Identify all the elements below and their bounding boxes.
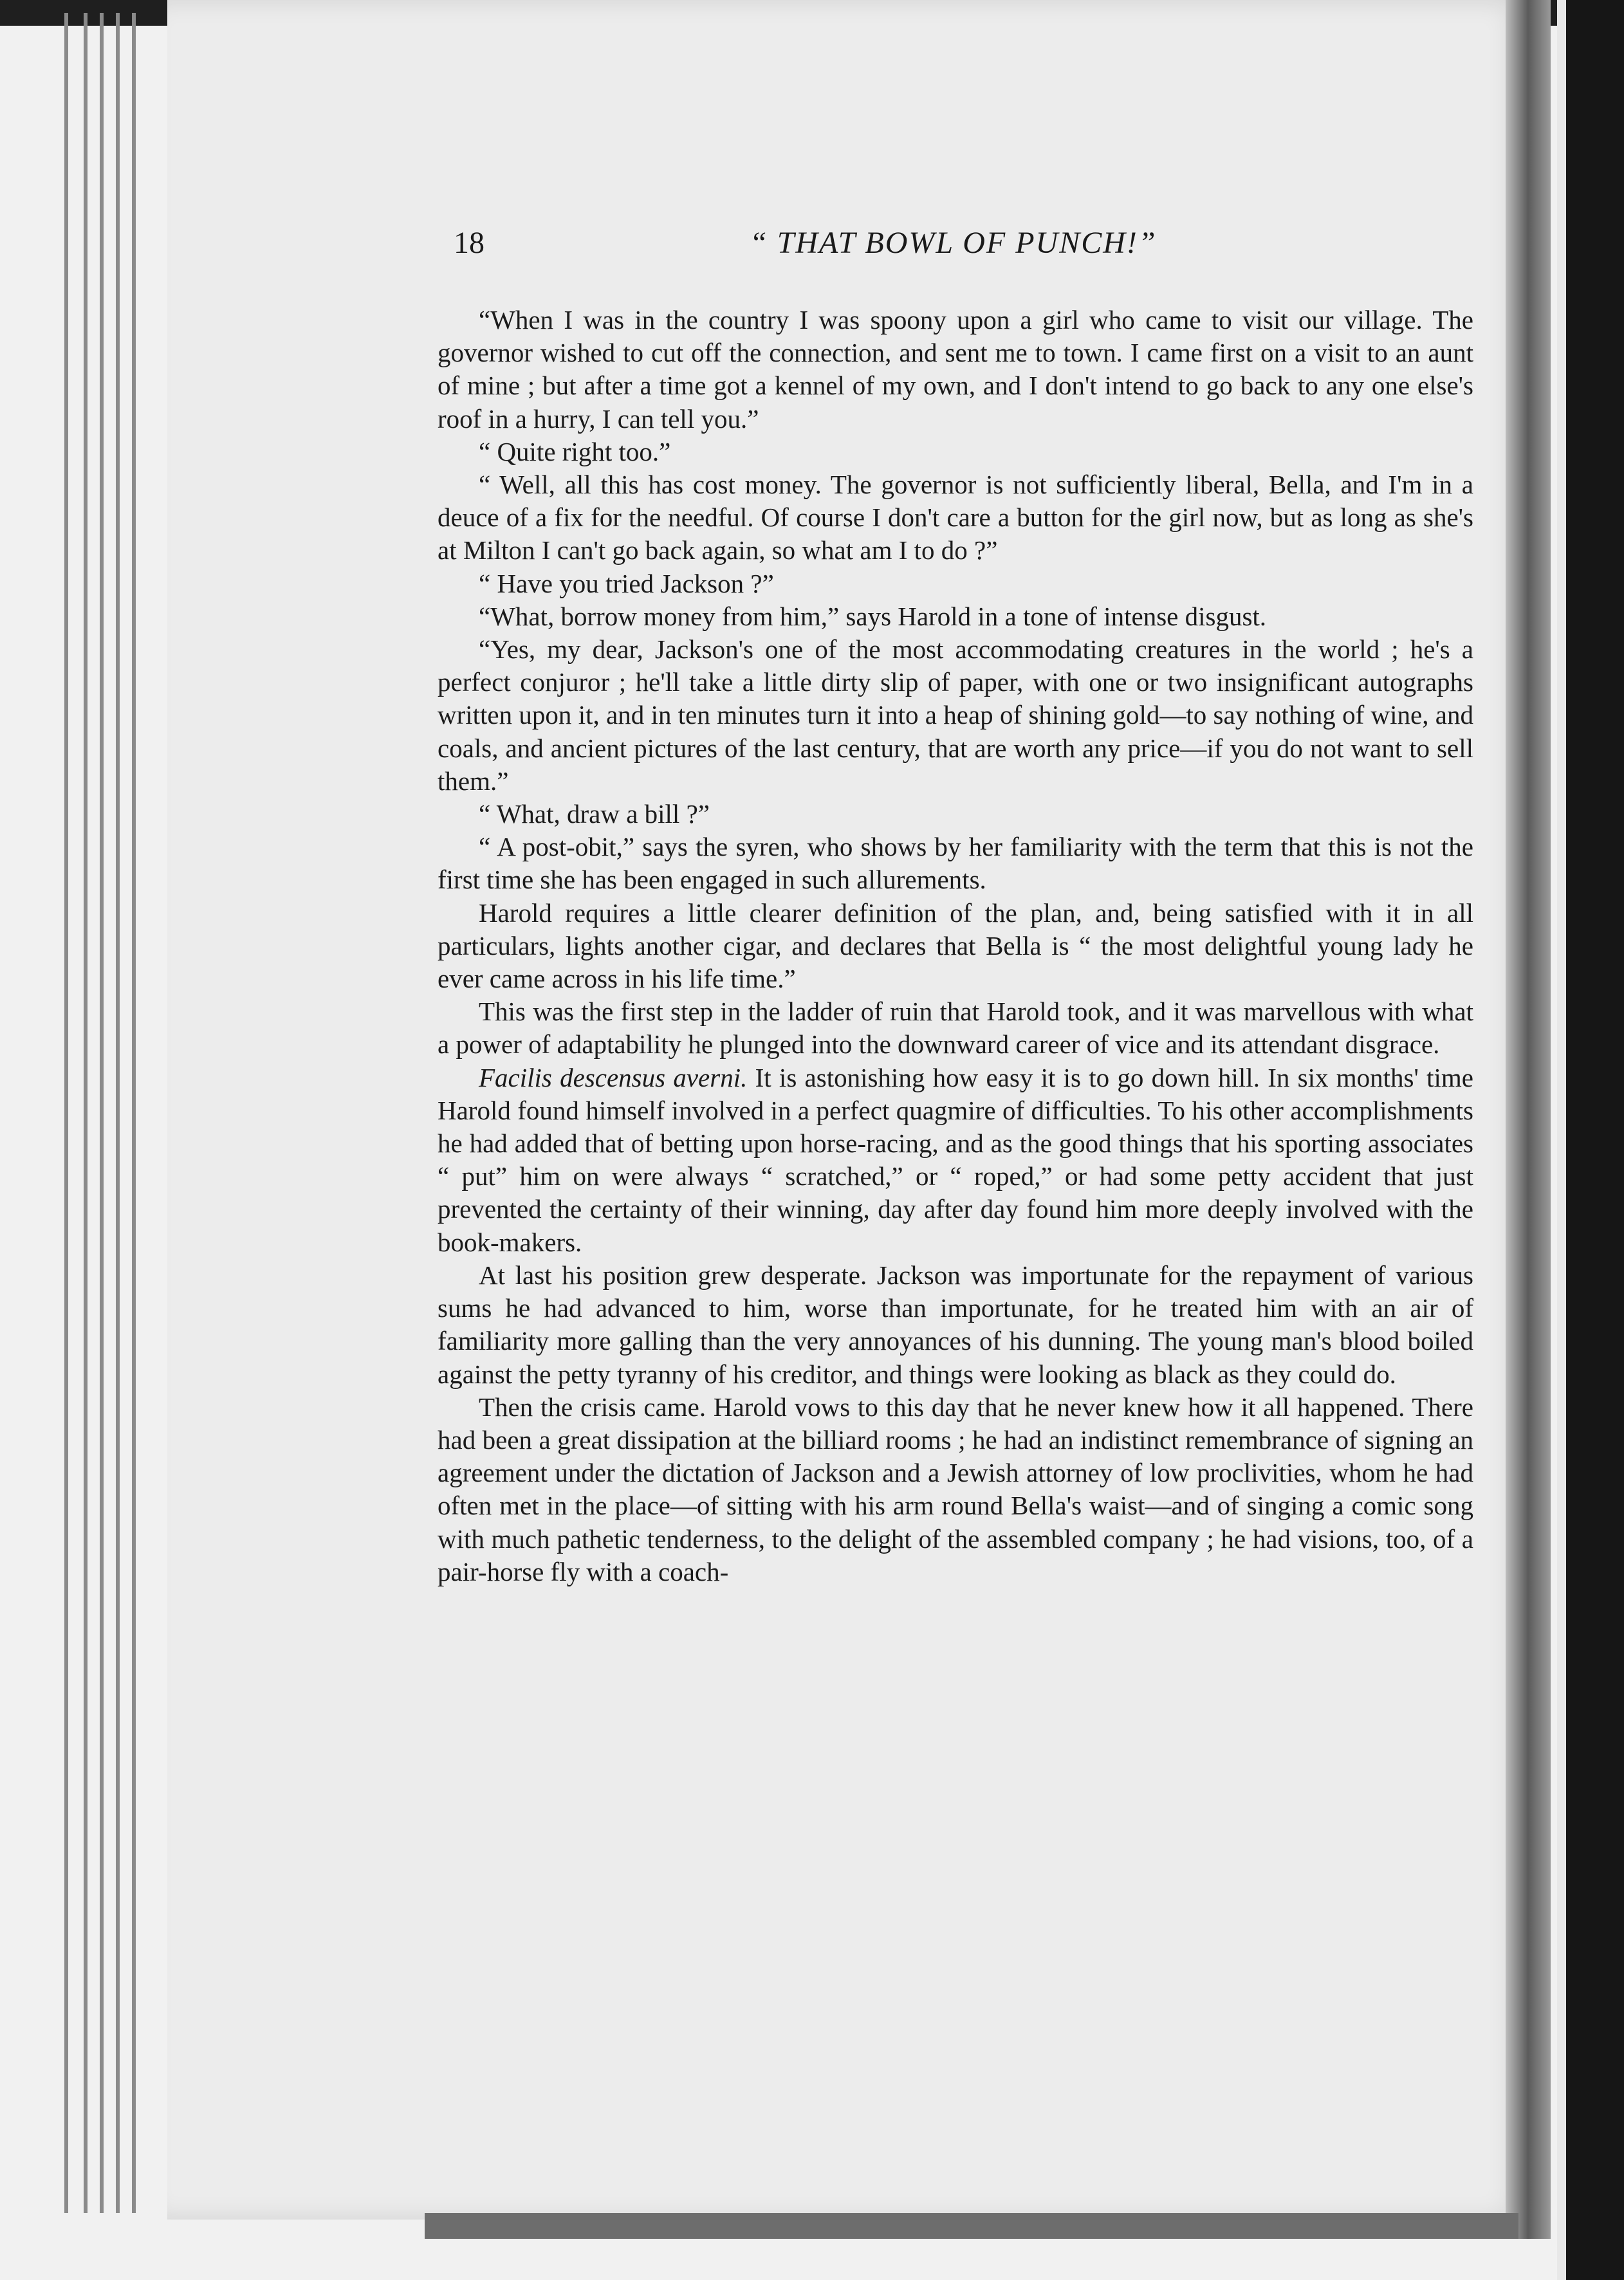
running-head: “ THAT BOWL OF PUNCH!” (750, 226, 1157, 260)
page-bottom-shadow (425, 2213, 1518, 2239)
paragraph: “ A post-obit,” says the syren, who shows by her familiarity with the term that this is not the first time she has been engaged in such allurements. (438, 832, 1473, 895)
book-gutter (1506, 0, 1551, 2239)
paragraph: “ Have you tried Jackson ?” (479, 568, 774, 598)
paragraph: At last his position grew desperate. Jackson was importunate for the repayment of various sums he had advanced to him, worse than importunate, for he treated him with an air of familiarity more galling than the very annoyances of his dunning. The young man's blood boiled against the petty tyranny of his creditor, and things were looking as black as they could do. (438, 1260, 1473, 1389)
paragraph: “ Well, all this has cost money. The governor is not sufficiently liberal, Bella, and I'm in a deuce of a fix for the needful. Of course I don't care a button for the girl now, but as long as she's at Milton I can't go back again, so what am I to do ?” (438, 470, 1473, 565)
paragraph-facilis (438, 1062, 1473, 1259)
paragraph: “ Quite right too.” (479, 436, 671, 466)
paragraph: Harold requires a little clearer definition of the plan, and, being satisfied with it in all particulars, lights another cigar, and declares that Bella is “ the most delightful young lady he ever came across in his life time.” (438, 897, 1473, 994)
paragraph: “Yes, my dear, Jackson's one of the most accommodating creatures in the world ; he's a perfect conjuror ; he'll take a little dirty slip of paper, with one or two insignificant autographs written upon it, and in ten minutes turn it into a heap of shining gold—to say nothing of wine, and coals, and ancient pictures of the last century, that are worth any price—if you do not want to sell them.” (438, 634, 1473, 796)
scanner-right-border (1566, 0, 1624, 2280)
paragraph: This was the first step in the ladder of ruin that Harold took, and it was marvellous with what a power of adaptability he plunged into the downward career of vice and its attendant disgrace. (438, 997, 1473, 1060)
latin-phrase: Facilis descensus averni. (479, 1062, 748, 1092)
paragraph: “ What, draw a bill ?” (479, 799, 710, 829)
paragraph: “When I was in the country I was spoony upon a girl who came to visit our village. The governor wished to cut off the connection, and sent me to town. I came first on a visit to an aunt of mine ; but after a time got a kennel of my own, and I don't intend to go back to any one else's roof in a hurry, I can tell you.” (438, 305, 1473, 434)
paragraph: Then the crisis came. Harold vows to this day that he never knew how it all happened. There had been a great dissipation at the billiard rooms ; he had an indistinct remembrance of signing an agreement under the dictation of Jackson and a Jewish attorney of low proclivities, whom he had often met in the place—of sitting with his arm round Bella's waist—and of singing a comic song with much pathetic tenderness, to the delight of the assembled company ; he had visions, too, of a pair-horse fly with a coach- (438, 1392, 1473, 1586)
page-number: 18 (454, 226, 484, 260)
paragraph: “What, borrow money from him,” says Harold in a tone of intense disgust. (479, 601, 1267, 631)
page-header (454, 225, 1473, 277)
paragraph-text: It is astonishing how easy it is to go down hill. In six months' time Harold found himself involved in a perfect quagmire of difficulties. To his other accomplishments he had added that of betting upon horse-racing, and as the good things that his sporting associates “ put” him on were always “ scratched,” or “ roped,” or had some petty accident that just prevented the certainty of their winning, day after day found him more deeply involved with the book-makers. (438, 1062, 1473, 1257)
body-text (438, 304, 1473, 1588)
